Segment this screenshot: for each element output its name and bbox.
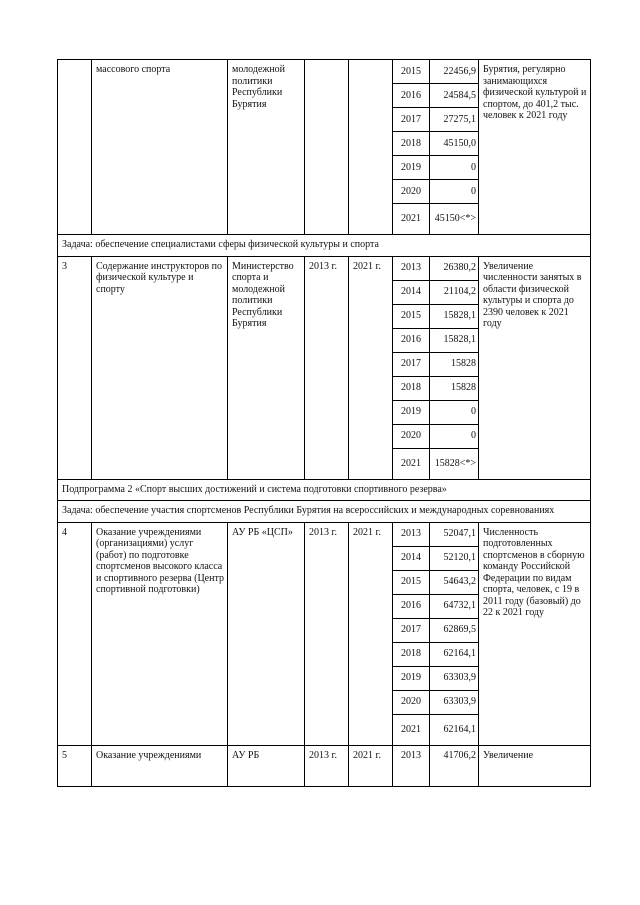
year-cell: 2016 (393, 594, 430, 618)
year-cell: 2015 (393, 304, 430, 328)
task-heading: Задача: обеспечение специалистами сферы физической культуры и спорта (58, 235, 591, 257)
end-year-cell: 2021 г. (349, 745, 393, 786)
year-cell: 2013 (393, 256, 430, 280)
year-cell: 2021 (393, 448, 430, 479)
row-number-cell (58, 60, 92, 235)
start-year-cell: 2013 г. (305, 745, 349, 786)
end-year-cell: 2021 г. (349, 256, 393, 479)
expected-result-cell: Бурятия, регулярно занимающихся физической культурой и спортом, до 401,2 тыс. человек к 2021 году (479, 60, 591, 235)
year-cell: 2021 (393, 714, 430, 745)
amount-cell: 41706,2 (430, 745, 479, 786)
measure-name-cell: Содержание инструкторов по физической культуре и спорту (92, 256, 228, 479)
measure-name-cell: Оказание учреждениями (92, 745, 228, 786)
row-number-cell: 5 (58, 745, 92, 786)
amount-cell: 62869,5 (430, 618, 479, 642)
expected-result-cell: Численность подготовленных спортсменов в сборную команду Российской Федерации по видам спорта, человек, с 19 в 2011 году (базовый) до 22 к 2021 году (479, 522, 591, 745)
end-year-cell (349, 60, 393, 235)
expected-result-cell: Увеличение численности занятых в области физической культуры и спорта до 2390 человек к 2021 году (479, 256, 591, 479)
table-row (58, 522, 591, 546)
year-cell: 2019 (393, 156, 430, 180)
amount-cell: 26380,2 (430, 256, 479, 280)
end-year-cell: 2021 г. (349, 522, 393, 745)
amount-cell: 62164,1 (430, 714, 479, 745)
year-cell: 2020 (393, 424, 430, 448)
year-cell: 2013 (393, 522, 430, 546)
year-cell: 2017 (393, 352, 430, 376)
amount-cell: 0 (430, 400, 479, 424)
start-year-cell: 2013 г. (305, 256, 349, 479)
amount-cell: 15828 (430, 352, 479, 376)
table-row (58, 235, 591, 257)
year-cell: 2018 (393, 642, 430, 666)
amount-cell: 0 (430, 156, 479, 180)
executor-cell: молодежной политики Республики Бурятия (228, 60, 305, 235)
executor-cell: АУ РБ «ЦСП» (228, 522, 305, 745)
row-number-cell: 3 (58, 256, 92, 479)
year-cell: 2016 (393, 328, 430, 352)
amount-cell: 45150,0 (430, 132, 479, 156)
amount-cell: 0 (430, 180, 479, 204)
year-cell: 2019 (393, 666, 430, 690)
amount-cell: 15828,1 (430, 328, 479, 352)
year-cell: 2015 (393, 570, 430, 594)
amount-cell: 63303,9 (430, 666, 479, 690)
task-heading: Задача: обеспечение участия спортсменов Республики Бурятия на всероссийских и международных соревнованиях (58, 501, 591, 523)
amount-cell: 15828<*> (430, 448, 479, 479)
expected-result-cell: Увеличение (479, 745, 591, 786)
amount-cell: 52120,1 (430, 546, 479, 570)
year-cell: 2021 (393, 204, 430, 235)
amount-cell: 15828 (430, 376, 479, 400)
amount-cell: 24584,5 (430, 84, 479, 108)
year-cell: 2018 (393, 376, 430, 400)
amount-cell: 27275,1 (430, 108, 479, 132)
executor-cell: Министерство спорта и молодежной политики Республики Бурятия (228, 256, 305, 479)
row-number-cell: 4 (58, 522, 92, 745)
subprogram-heading: Подпрограмма 2 «Спорт высших достижений и система подготовки спортивного резерва» (58, 479, 591, 501)
measure-name-cell: массового спорта (92, 60, 228, 235)
table-row (58, 479, 591, 501)
amount-cell: 54643,2 (430, 570, 479, 594)
start-year-cell: 2013 г. (305, 522, 349, 745)
year-cell: 2018 (393, 132, 430, 156)
year-cell: 2015 (393, 60, 430, 84)
start-year-cell (305, 60, 349, 235)
amount-cell: 64732,1 (430, 594, 479, 618)
year-cell: 2016 (393, 84, 430, 108)
amount-cell: 62164,1 (430, 642, 479, 666)
amount-cell: 22456,9 (430, 60, 479, 84)
year-cell: 2014 (393, 280, 430, 304)
table-row (58, 501, 591, 523)
year-cell: 2014 (393, 546, 430, 570)
table-row (58, 745, 591, 786)
year-cell: 2017 (393, 618, 430, 642)
executor-cell: АУ РБ (228, 745, 305, 786)
year-cell: 2013 (393, 745, 430, 786)
year-cell: 2019 (393, 400, 430, 424)
amount-cell: 45150<*> (430, 204, 479, 235)
amount-cell: 15828,1 (430, 304, 479, 328)
amount-cell: 52047,1 (430, 522, 479, 546)
measure-name-cell: Оказание учреждениями (организациями) услуг (работ) по подготовке спортсменов высокого класса и спортивного резерва (Центр спортивной подготовки) (92, 522, 228, 745)
table-row (58, 60, 591, 84)
year-cell: 2020 (393, 180, 430, 204)
amount-cell: 21104,2 (430, 280, 479, 304)
amount-cell: 63303,9 (430, 690, 479, 714)
program-table (57, 59, 591, 787)
table-row (58, 256, 591, 280)
amount-cell: 0 (430, 424, 479, 448)
year-cell: 2017 (393, 108, 430, 132)
year-cell: 2020 (393, 690, 430, 714)
